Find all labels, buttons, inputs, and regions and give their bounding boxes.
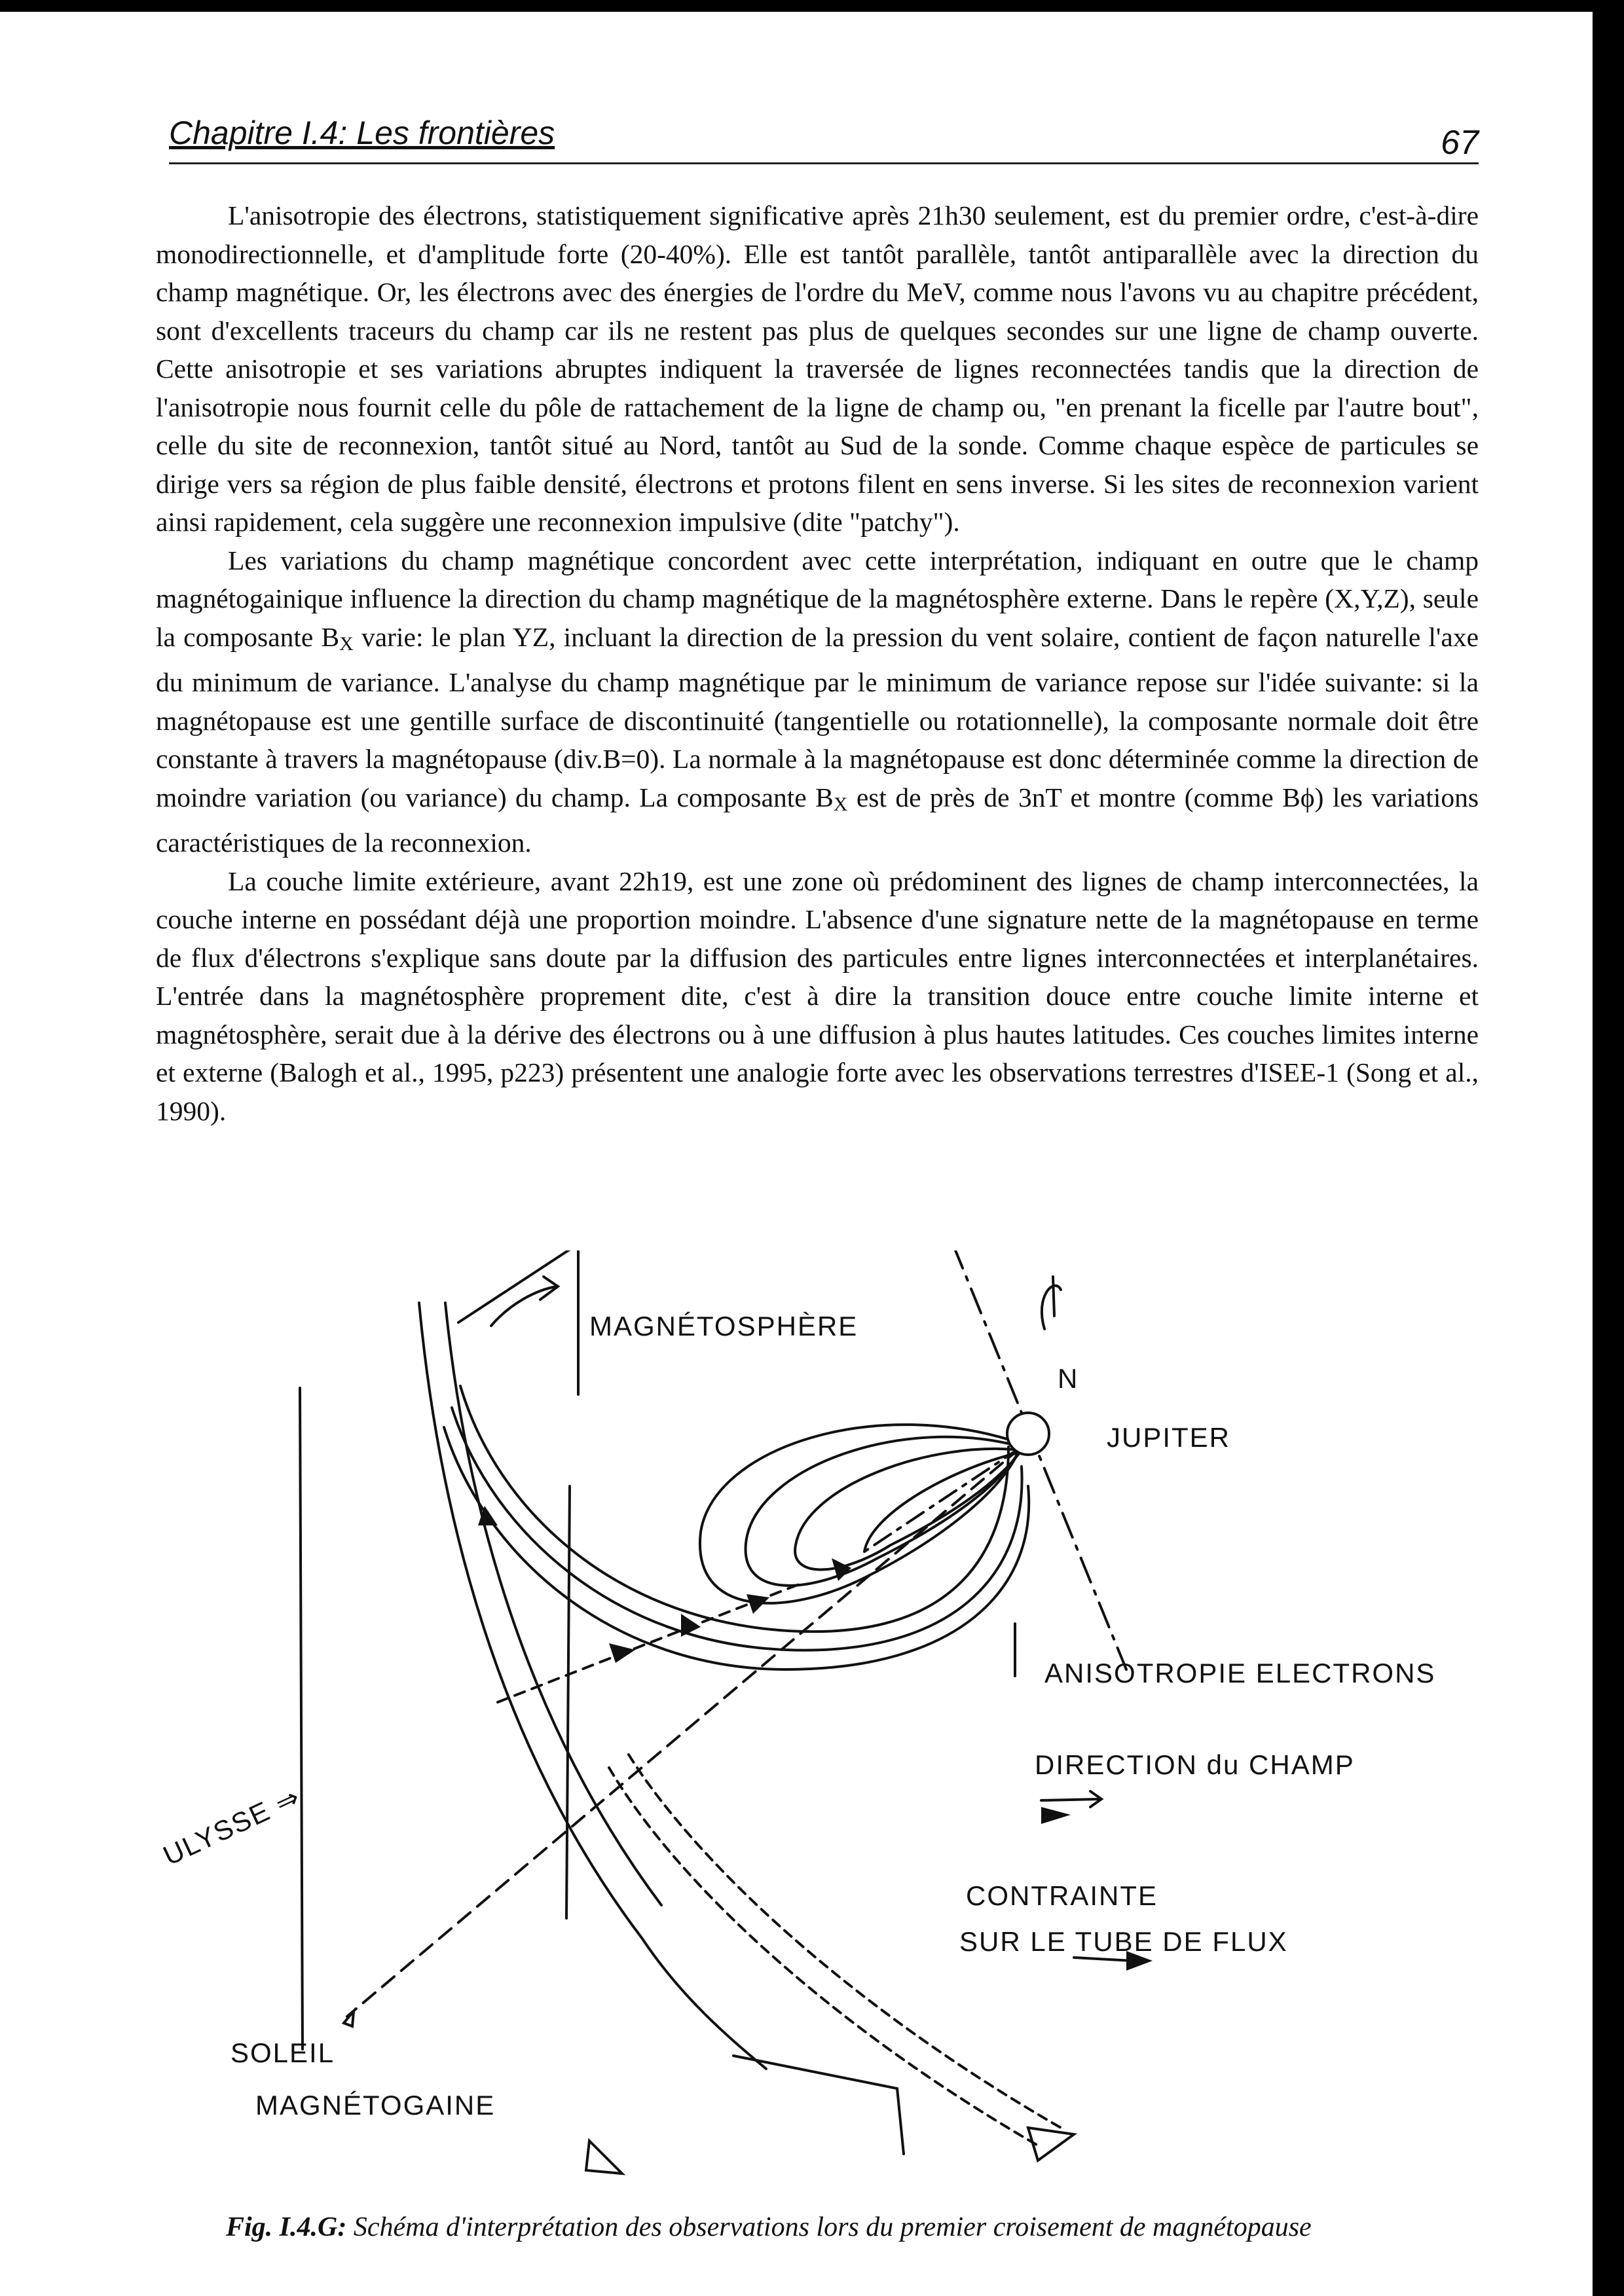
anisotropy-arrowhead [609, 1643, 635, 1663]
magnetogaine-arrowhead [586, 2141, 622, 2174]
label-magnetosphere: MAGNÉTOSPHÈRE [589, 1311, 858, 1341]
label-soleil: SOLEIL [231, 2037, 335, 2068]
figure-caption [226, 2212, 1536, 2243]
jupiter-axis [953, 1250, 1126, 1669]
magnetopause-sheet-top [458, 1250, 578, 1394]
paragraph-1: L'anisotropie des électrons, statistiquement significative après 21h30 seulement, est du premier ordre, c'est-à-dire monodirectionnelle, et d'amplitude forte (20-40%). Elle est tantôt parallèle, tantôt antiparallèle avec la direction du champ magnétique. Or, les électrons avec des énergies de l'ordre du MeV, comme nous l'avons vu au chapitre précédent, sont d'excellents traceurs du champ car ils ne restent pas plus de quelques secondes sur une ligne de champ ouverte. Cette anisotropie et ses variations abruptes indiquent la traversée de lignes reconnectées tandis que la direction de l'anisotropie nous fournit celle du pôle de rattachement de la ligne de champ ou, "en prenant la ficelle par l'autre bout", celle du site de reconnexion, tantôt situé au Nord, tantôt au Sud de la sonde. Comme chaque espèce de particules se dirige vers sa région de plus faible densité, électrons et protons filent en sens inverse. Si les sites de reconnexion varient ainsi rapidement, cela suggère une reconnexion impulsive (dite "patchy"). [156, 200, 1479, 537]
flux-tube-left [609, 1768, 1041, 2147]
magnetopause-diagram [157, 1250, 1532, 2180]
scan-border-right [1593, 0, 1624, 2296]
scan-border-top [0, 0, 1624, 12]
label-ulysse: ULYSSE ⇒ [158, 1781, 306, 1872]
direction-arrow [1041, 1791, 1101, 1807]
label-direction: DIRECTION du CHAMP [1035, 1749, 1355, 1780]
label-north: N [1058, 1363, 1079, 1394]
magnetopause-sheet-base [733, 2056, 904, 2154]
page-header [169, 110, 1479, 164]
paragraph-2-part-c: est de près de 3nT et montre (comme Bϕ) les variations caractéristiques de la reconnexion. [156, 782, 1479, 858]
label-tube: SUR LE TUBE DE FLUX [959, 1926, 1288, 1957]
paragraph-2-part-a: Les variations du champ magnétique concordent avec cette interprétation, indiquant en outre que le champ magnétogainique influence la direction du champ magnétique de la magnétosphère externe. Dans le repère (X,Y,Z), seule la composante B [156, 545, 1479, 652]
anisotropy-arrowhead [1041, 1807, 1071, 1824]
subscript-x: X [339, 632, 354, 655]
magnetopause-sheet [300, 1388, 303, 2049]
chapter-title: Chapitre I.4: Les frontières [169, 115, 555, 151]
field-loop-3 [795, 1449, 1022, 1570]
label-contrainte: CONTRAINTE [966, 1880, 1158, 1911]
paragraph-2-part-b: varie: le plan YZ, incluant la direction de la pression du vent solaire, contient de façon naturelle l'axe du minimum de variance. L'analyse du champ magnétique par le minimum de variance repose sur l'idée suivante: si la magnétopause est une gentille surface de discontinuité (tangentielle ou rotationnelle), la composante normale doit être constante à travers la magnétopause (div.B=0). La normale à la magnétopause est donc déterminée comme la direction de moindre variation (ou variance) du champ. La composante B [156, 621, 1479, 812]
paragraph-2 [156, 541, 1479, 862]
magnetosphere-arrow [491, 1277, 558, 1326]
contrainte-arrow [1074, 1958, 1133, 1961]
body-text [156, 196, 1479, 1130]
label-anisotropie: ANISOTROPIE ELECTRONS [1044, 1658, 1436, 1688]
rotation-arrow [1042, 1277, 1061, 1329]
field-line-3 [444, 1427, 1029, 1669]
label-magnetogaine: MAGNÉTOGAINE [255, 2090, 496, 2121]
paragraph-3: La couche limite extérieure, avant 22h19, est une zone où prédominent des lignes de champ interconnectées, la couche interne en possédant déjà une proportion moindre. L'absence d'une signature nette de la magnétopause en terme de flux d'électrons s'explique sans doute par la diffusion des particules entre lignes interconnectées et interplanétaires. L'entrée dans la magnétosphère proprement dite, c'est à dire la transition douce entre couche limite interne et magnétosphère, serait due à la dérive des électrons ou à une diffusion à plus hautes latitudes. Ces couches limites interne et externe (Balogh et al., 1995, p223) présentent une analogie forte avec les observations terrestres d'ISEE-1 (Song et al., 1990). [156, 866, 1479, 1126]
field-line-1 [460, 1386, 1008, 1631]
jupiter-sun-line [347, 1447, 1022, 2016]
field-line-2 [452, 1408, 1022, 1650]
jupiter-planet [1007, 1413, 1049, 1455]
jupiter-spacecraft-line [864, 1447, 1022, 1552]
figure-sketch [157, 1250, 1532, 2180]
field-loop-1 [700, 1425, 1022, 1603]
magnetopause-sheet-inner [566, 1486, 570, 1918]
subscript-x: X [833, 793, 848, 815]
label-jupiter: JUPITER [1107, 1422, 1231, 1453]
caption-text: Schéma d'interprétation des observations lors du premier croisement de magnétopause [346, 2212, 1312, 2242]
page-number: 67 [1441, 124, 1479, 162]
caption-label: Fig. I.4.G: [226, 2212, 347, 2242]
